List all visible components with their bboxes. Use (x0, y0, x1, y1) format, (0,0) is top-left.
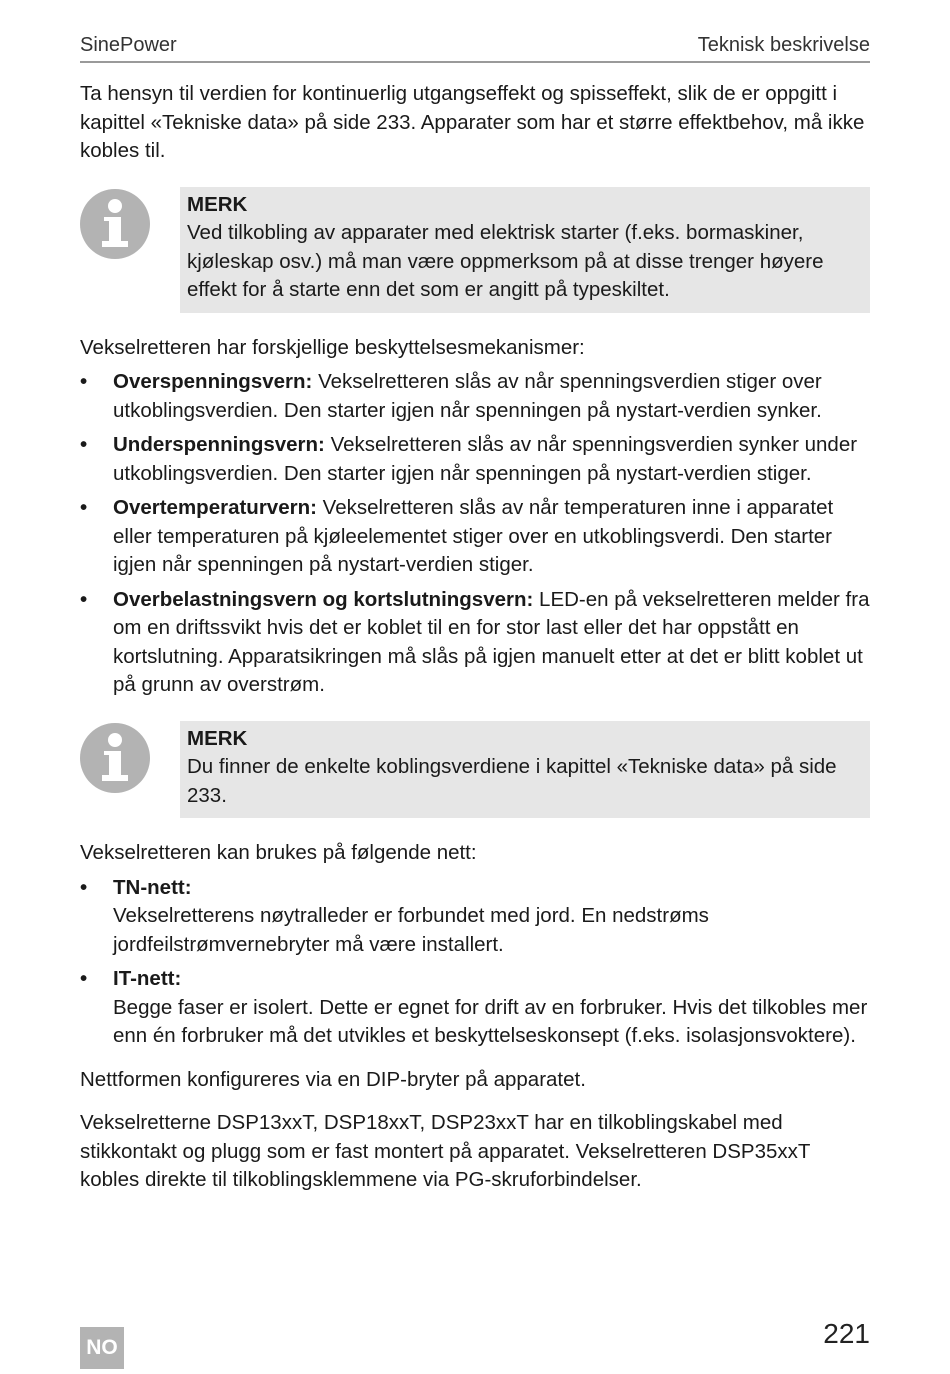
list-item (80, 368, 870, 425)
protection-list (80, 368, 870, 700)
note-text: Ved tilkobling av apparater med elektrisk starter (f.eks. bormaskiner, kjøleskap osv.) må man være oppmerksom på at disse trenger høyere effekt for å starte enn det som er angitt på typeskiltet. (187, 221, 824, 301)
list-item (80, 431, 870, 488)
note-box (180, 721, 870, 819)
note-text: Du finner de enkelte koblingsverdiene i kapittel «Tekniske data» på side 233. (187, 755, 837, 807)
list-item (80, 965, 870, 1051)
list-item (80, 874, 870, 960)
list-item-text: Begge faser er isolert. Dette er egnet for drift av en forbruker. Hvis det tilkobles mer enn én forbruker må det utvikles et beskyttelseskonsept (f.eks. isolasjonsvoktere). (113, 995, 868, 1047)
bullet-icon: • (80, 433, 88, 456)
list-item-term: Overbelastningsvern og kortslutningsvern: (113, 587, 534, 611)
info-icon (80, 721, 180, 819)
bullet-icon: • (80, 496, 88, 519)
list-item-text: Vekselretteren slås av når spenningsverdien synker under utkoblingsverdien. Den starter igjen når spenningen på nystart-verdien stiger. (113, 433, 858, 485)
header-divider (80, 61, 870, 63)
bullet-icon: • (80, 370, 88, 393)
list-item-term: Overtemperaturvern: (113, 496, 317, 519)
note-box (180, 187, 870, 313)
list-item-term: TN-nett: (113, 875, 192, 899)
protection-intro-paragraph: Vekselretteren har forskjellige beskyttelsesmekanismer: (80, 335, 585, 359)
bullet-icon: • (80, 967, 88, 990)
header-section-title: Teknisk beskrivelse (697, 34, 870, 56)
list-item-text: Vekselretteren slås av når spenningsverdien stiger over utkoblingsverdien. Den starter igjen når spenningen på nystart-verdien synker. (113, 370, 822, 422)
intro-paragraph: Ta hensyn til verdien for kontinuerlig utgangseffekt og spisseffekt, slik de er oppgitt i kapittel «Tekniske data» på side 233. Apparater som har et større effektbehov, må ikke kobles til. (80, 82, 865, 162)
list-item (80, 494, 870, 580)
language-badge: NO (80, 1327, 124, 1369)
list-item-term: Overspenningsvern: (113, 370, 313, 393)
list-item (80, 586, 870, 700)
info-icon (80, 187, 180, 313)
dip-switch-paragraph: Nettformen konfigureres via en DIP-bryter på apparatet. (80, 1067, 586, 1091)
page-number: 221 (823, 1318, 870, 1349)
note-block (80, 187, 870, 313)
bullet-icon: • (80, 875, 88, 899)
grid-intro-paragraph: Vekselretteren kan brukes på følgende nett: (80, 841, 477, 864)
list-item-term: Underspenningsvern: (113, 433, 325, 456)
list-item-text: LED-en på vekselretteren melder fra om en driftssvikt hvis det er koblet til en for stor last eller det har oppstått en kortslutning. Apparatsikringen må slås på igjen manuelt etter at det er blitt koblet ut på grunn av overstrøm. (113, 587, 870, 696)
note-title: MERK (187, 192, 248, 216)
list-item-text: Vekselretteren slås av når temperaturen inne i apparatet eller temperaturen på kjøleelementet stiger over en utkoblingsverdi. Den starter igjen når spenningen på nystart-verdien stiger. (113, 496, 834, 576)
note-title: MERK (187, 726, 248, 750)
list-item-term: IT-nett: (113, 967, 182, 990)
header-product-name: SinePower (80, 34, 177, 56)
models-paragraph: Vekselretterne DSP13xxT, DSP18xxT, DSP23xxT har en tilkoblingskabel med stikkontakt og plugg som er fast montert på apparatet. Vekselretteren DSP35xxT kobles direkte til tilkoblingsklemmene via PG-skruforbindelser. (80, 1111, 811, 1191)
page-header (80, 32, 870, 58)
note-block (80, 721, 870, 819)
list-item-text: Vekselretterens nøytralleder er forbundet med jord. En nedstrøms jordfeilstrømvernebryter må være installert. (113, 904, 709, 956)
grid-type-list (80, 874, 870, 1051)
bullet-icon: • (80, 587, 88, 611)
page-body (80, 80, 870, 1210)
